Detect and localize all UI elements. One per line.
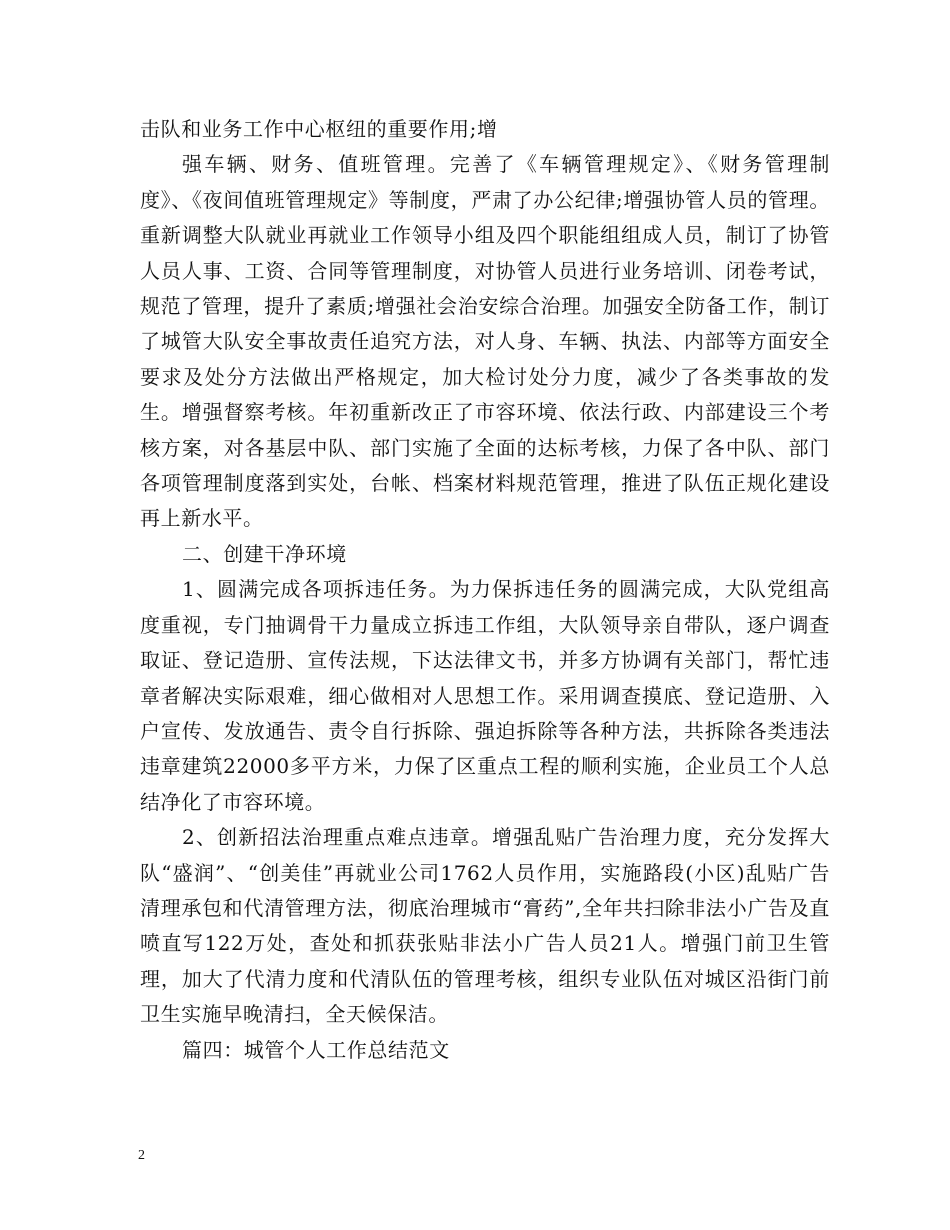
paragraph-illegal-ads: 2、创新招法治理重点难点违章。增强乱贴广告治理力度，充分发挥大队“盛润”、“创美佳”再就业公司1762人员作用，实施路段(小区)乱贴广告清理承包和代清管理方法，彻底治理城市“膏药”,全年共扫除非法小广告及直喷直写122万处，查处和抓获张贴非法小广告人员21人。增强门前卫生管理，加大了代清力度和代清队伍的管理考核，组织专业队伍对城区沿街门前卫生实施早晚清扫，全天候保洁。: [140, 825, 830, 1027]
page-number: 2: [138, 1148, 145, 1163]
section-heading-part-four: 篇四：城管个人工作总结范文: [182, 1037, 450, 1062]
paragraph-continuation: 击队和业务工作中心枢纽的重要作用;增: [140, 117, 498, 141]
section-heading-clean-environment: 二、创建干净环境: [182, 541, 347, 566]
paragraph-demolition-tasks: 1、圆满完成各项拆违任务。为力保拆违任务的圆满完成，大队党组高度重视，专门抽调骨干力量成立拆违工作组，大队领导亲自带队，逐户调查取证、登记造册、宣传法规，下达法律文书，并多方协调有关部门，帮忙违章者解决实际艰难，细心做相对人思想工作。采用调查摸底、登记造册、入户宣传、发放通告、责令自行拆除、强迫拆除等各种方法，共拆除各类违法违章建筑22000多平方米，力保了区重点工程的顺利实施，企业员工个人总结净化了市容环境。: [140, 577, 830, 814]
paragraph-management: 强车辆、财务、值班管理。完善了《车辆管理规定》、《财务管理制度》、《夜间值班管理规定》等制度，严肃了办公纪律;增强协管人员的管理。重新调整大队就业再就业工作领导小组及四个职能组组成人员，制订了协管人员人事、工资、合同等管理制度，对协管人员进行业务培训、闭卷考试，规范了管理，提升了素质;增强社会治安综合治理。加强安全防备工作，制订了城管大队安全事故责任追究方法，对人身、车辆、执法、内部等方面安全要求及处分方法做出严格规定，加大检讨处分力度，减少了各类事故的发生。增强督察考核。年初重新改正了市容环境、依法行政、内部建设三个考核方案，对各基层中队、部门实施了全面的达标考核，力保了各中队、部门各项管理制度落到实处，台帐、档案材料规范管理，推进了队伍正规化建设再上新水平。: [140, 152, 830, 531]
document-body: [140, 112, 830, 1068]
